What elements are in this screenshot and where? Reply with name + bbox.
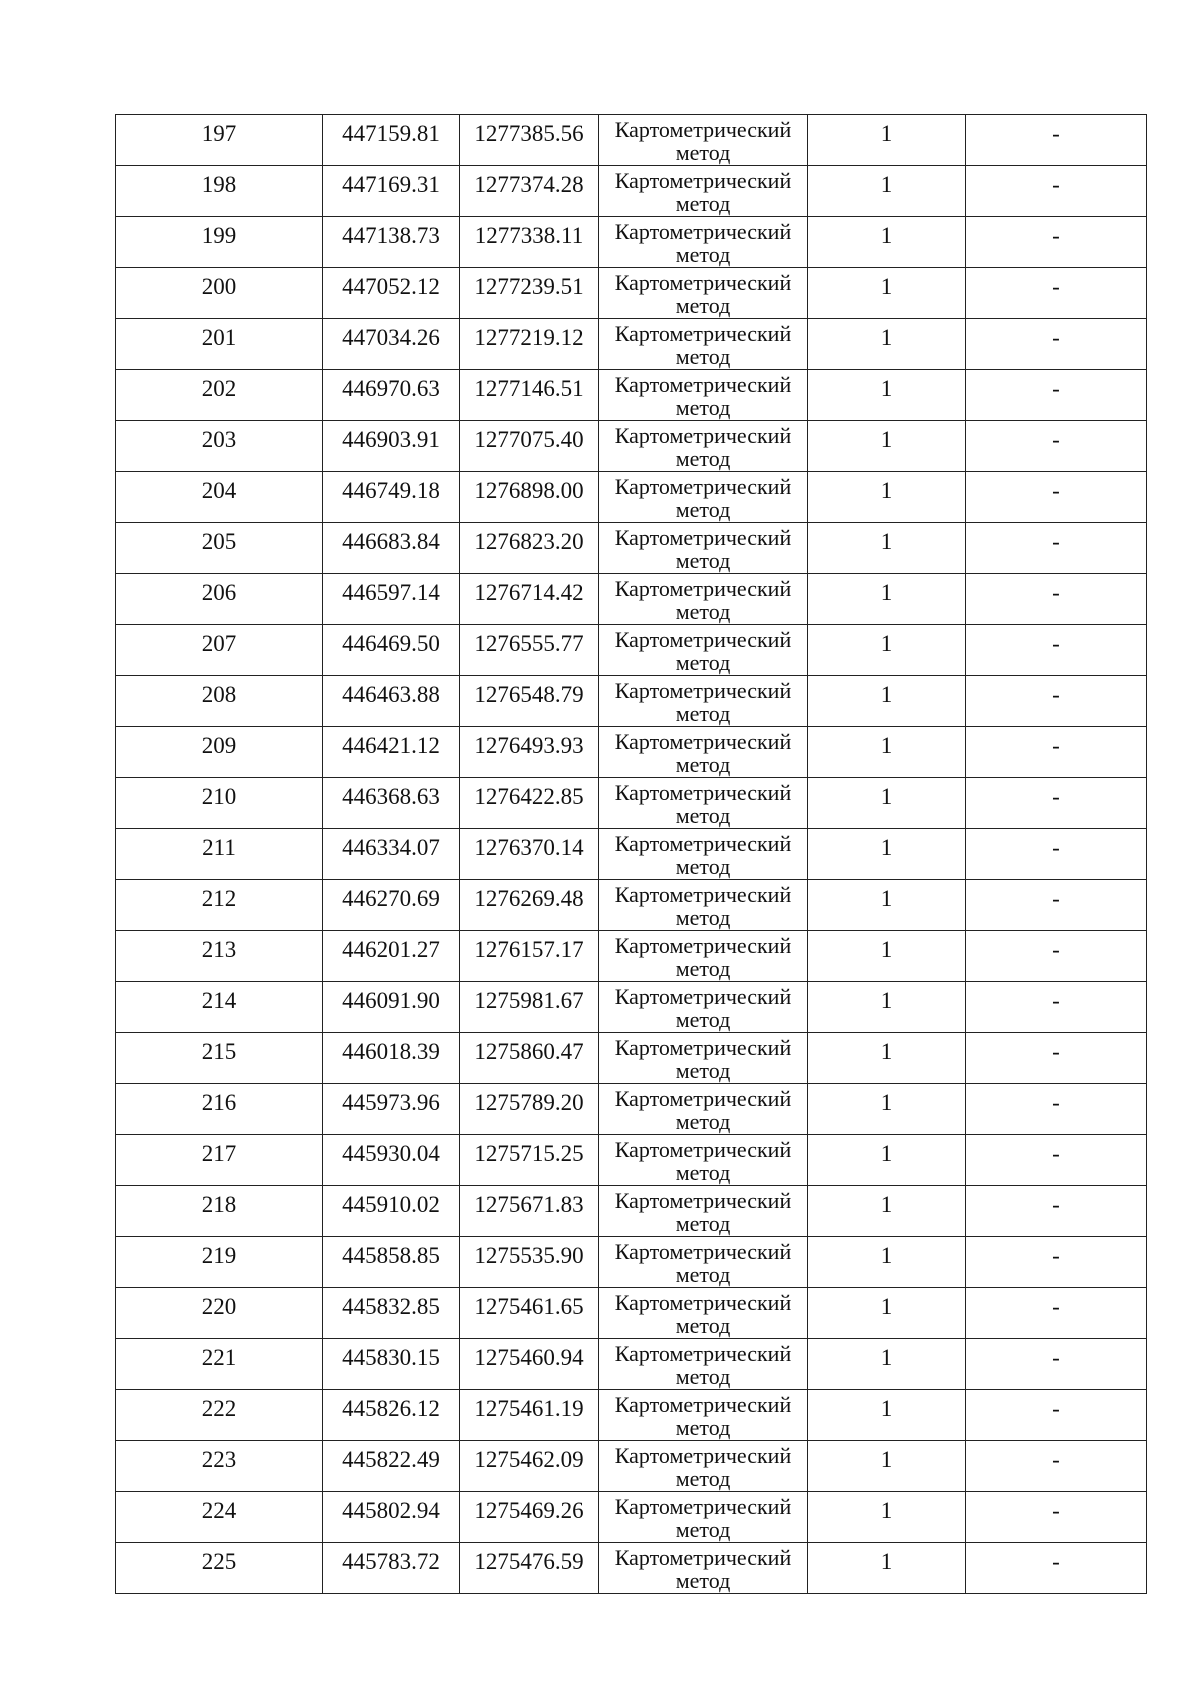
description-cell: - bbox=[966, 1543, 1147, 1594]
method-text: Картометрический метод bbox=[614, 831, 792, 879]
description-cell: - bbox=[966, 217, 1147, 268]
table-row bbox=[116, 1237, 1147, 1288]
table-row bbox=[116, 1186, 1147, 1237]
accuracy-cell: 1 bbox=[808, 1288, 966, 1339]
accuracy-cell: 1 bbox=[808, 370, 966, 421]
accuracy-cell: 1 bbox=[808, 1135, 966, 1186]
x-coordinate-cell: 446270.69 bbox=[323, 880, 460, 931]
x-coordinate-cell: 447034.26 bbox=[323, 319, 460, 370]
description-cell: - bbox=[966, 1441, 1147, 1492]
accuracy-cell: 1 bbox=[808, 1237, 966, 1288]
point-number-cell: 222 bbox=[116, 1390, 323, 1441]
method-cell bbox=[599, 217, 808, 268]
method-cell bbox=[599, 1186, 808, 1237]
x-coordinate-cell: 446749.18 bbox=[323, 472, 460, 523]
y-coordinate-cell: 1276555.77 bbox=[460, 625, 599, 676]
x-coordinate-cell: 446018.39 bbox=[323, 1033, 460, 1084]
point-number-cell: 221 bbox=[116, 1339, 323, 1390]
y-coordinate-cell: 1277219.12 bbox=[460, 319, 599, 370]
accuracy-cell: 1 bbox=[808, 1390, 966, 1441]
method-cell bbox=[599, 1339, 808, 1390]
x-coordinate-cell: 446201.27 bbox=[323, 931, 460, 982]
x-coordinate-cell: 446597.14 bbox=[323, 574, 460, 625]
method-cell bbox=[599, 1492, 808, 1543]
description-cell: - bbox=[966, 115, 1147, 166]
method-cell bbox=[599, 574, 808, 625]
accuracy-cell: 1 bbox=[808, 1186, 966, 1237]
table-row bbox=[116, 778, 1147, 829]
x-coordinate-cell: 445802.94 bbox=[323, 1492, 460, 1543]
point-number-cell: 216 bbox=[116, 1084, 323, 1135]
y-coordinate-cell: 1276548.79 bbox=[460, 676, 599, 727]
point-number-cell: 200 bbox=[116, 268, 323, 319]
description-cell: - bbox=[966, 166, 1147, 217]
coordinates-table-body bbox=[116, 115, 1147, 1594]
y-coordinate-cell: 1275462.09 bbox=[460, 1441, 599, 1492]
method-cell bbox=[599, 625, 808, 676]
y-coordinate-cell: 1275715.25 bbox=[460, 1135, 599, 1186]
method-text: Картометрический метод bbox=[614, 1239, 792, 1287]
point-number-cell: 201 bbox=[116, 319, 323, 370]
accuracy-cell: 1 bbox=[808, 574, 966, 625]
method-text: Картометрический метод bbox=[614, 372, 792, 420]
accuracy-cell: 1 bbox=[808, 1492, 966, 1543]
x-coordinate-cell: 445783.72 bbox=[323, 1543, 460, 1594]
accuracy-cell: 1 bbox=[808, 1339, 966, 1390]
method-cell bbox=[599, 166, 808, 217]
accuracy-cell: 1 bbox=[808, 1084, 966, 1135]
y-coordinate-cell: 1275981.67 bbox=[460, 982, 599, 1033]
description-cell: - bbox=[966, 880, 1147, 931]
point-number-cell: 220 bbox=[116, 1288, 323, 1339]
method-text: Картометрический метод bbox=[614, 1341, 792, 1389]
y-coordinate-cell: 1275461.19 bbox=[460, 1390, 599, 1441]
y-coordinate-cell: 1277385.56 bbox=[460, 115, 599, 166]
method-text: Картометрический метод bbox=[614, 933, 792, 981]
point-number-cell: 214 bbox=[116, 982, 323, 1033]
method-cell bbox=[599, 931, 808, 982]
y-coordinate-cell: 1276422.85 bbox=[460, 778, 599, 829]
x-coordinate-cell: 445822.49 bbox=[323, 1441, 460, 1492]
x-coordinate-cell: 446091.90 bbox=[323, 982, 460, 1033]
y-coordinate-cell: 1275789.20 bbox=[460, 1084, 599, 1135]
table-row bbox=[116, 574, 1147, 625]
method-cell bbox=[599, 370, 808, 421]
y-coordinate-cell: 1275460.94 bbox=[460, 1339, 599, 1390]
accuracy-cell: 1 bbox=[808, 472, 966, 523]
point-number-cell: 224 bbox=[116, 1492, 323, 1543]
method-text: Картометрический метод bbox=[614, 117, 792, 165]
method-text: Картометрический метод bbox=[614, 1035, 792, 1083]
method-text: Картометрический метод bbox=[614, 1290, 792, 1338]
point-number-cell: 217 bbox=[116, 1135, 323, 1186]
point-number-cell: 203 bbox=[116, 421, 323, 472]
method-cell bbox=[599, 829, 808, 880]
coordinates-table bbox=[115, 114, 1147, 1594]
table-row bbox=[116, 676, 1147, 727]
description-cell: - bbox=[966, 523, 1147, 574]
description-cell: - bbox=[966, 319, 1147, 370]
point-number-cell: 202 bbox=[116, 370, 323, 421]
y-coordinate-cell: 1277239.51 bbox=[460, 268, 599, 319]
point-number-cell: 218 bbox=[116, 1186, 323, 1237]
accuracy-cell: 1 bbox=[808, 676, 966, 727]
description-cell: - bbox=[966, 1492, 1147, 1543]
description-cell: - bbox=[966, 931, 1147, 982]
method-cell bbox=[599, 421, 808, 472]
point-number-cell: 215 bbox=[116, 1033, 323, 1084]
method-text: Картометрический метод bbox=[614, 576, 792, 624]
description-cell: - bbox=[966, 421, 1147, 472]
description-cell: - bbox=[966, 676, 1147, 727]
accuracy-cell: 1 bbox=[808, 778, 966, 829]
description-cell: - bbox=[966, 1339, 1147, 1390]
point-number-cell: 197 bbox=[116, 115, 323, 166]
point-number-cell: 210 bbox=[116, 778, 323, 829]
y-coordinate-cell: 1276157.17 bbox=[460, 931, 599, 982]
accuracy-cell: 1 bbox=[808, 880, 966, 931]
method-cell bbox=[599, 1288, 808, 1339]
y-coordinate-cell: 1276370.14 bbox=[460, 829, 599, 880]
point-number-cell: 207 bbox=[116, 625, 323, 676]
y-coordinate-cell: 1275469.26 bbox=[460, 1492, 599, 1543]
table-row bbox=[116, 319, 1147, 370]
method-cell bbox=[599, 523, 808, 574]
method-cell bbox=[599, 319, 808, 370]
x-coordinate-cell: 446334.07 bbox=[323, 829, 460, 880]
point-number-cell: 198 bbox=[116, 166, 323, 217]
point-number-cell: 212 bbox=[116, 880, 323, 931]
description-cell: - bbox=[966, 829, 1147, 880]
table-row bbox=[116, 472, 1147, 523]
accuracy-cell: 1 bbox=[808, 829, 966, 880]
point-number-cell: 219 bbox=[116, 1237, 323, 1288]
table-row bbox=[116, 268, 1147, 319]
method-cell bbox=[599, 268, 808, 319]
x-coordinate-cell: 447138.73 bbox=[323, 217, 460, 268]
x-coordinate-cell: 447052.12 bbox=[323, 268, 460, 319]
method-cell bbox=[599, 880, 808, 931]
table-row bbox=[116, 625, 1147, 676]
method-cell bbox=[599, 1084, 808, 1135]
table-row bbox=[116, 1492, 1147, 1543]
x-coordinate-cell: 447159.81 bbox=[323, 115, 460, 166]
method-cell bbox=[599, 1543, 808, 1594]
x-coordinate-cell: 446368.63 bbox=[323, 778, 460, 829]
table-row bbox=[116, 1033, 1147, 1084]
method-text: Картометрический метод bbox=[614, 780, 792, 828]
point-number-cell: 213 bbox=[116, 931, 323, 982]
point-number-cell: 199 bbox=[116, 217, 323, 268]
y-coordinate-cell: 1275535.90 bbox=[460, 1237, 599, 1288]
point-number-cell: 206 bbox=[116, 574, 323, 625]
x-coordinate-cell: 446469.50 bbox=[323, 625, 460, 676]
description-cell: - bbox=[966, 625, 1147, 676]
method-cell bbox=[599, 1033, 808, 1084]
method-text: Картометрический метод bbox=[614, 525, 792, 573]
method-cell bbox=[599, 778, 808, 829]
description-cell: - bbox=[966, 1288, 1147, 1339]
x-coordinate-cell: 447169.31 bbox=[323, 166, 460, 217]
description-cell: - bbox=[966, 268, 1147, 319]
description-cell: - bbox=[966, 574, 1147, 625]
description-cell: - bbox=[966, 472, 1147, 523]
x-coordinate-cell: 446970.63 bbox=[323, 370, 460, 421]
accuracy-cell: 1 bbox=[808, 523, 966, 574]
point-number-cell: 223 bbox=[116, 1441, 323, 1492]
table-row bbox=[116, 982, 1147, 1033]
table-row bbox=[116, 727, 1147, 778]
table-row bbox=[116, 370, 1147, 421]
accuracy-cell: 1 bbox=[808, 625, 966, 676]
accuracy-cell: 1 bbox=[808, 319, 966, 370]
table-row bbox=[116, 931, 1147, 982]
method-cell bbox=[599, 1390, 808, 1441]
method-cell bbox=[599, 472, 808, 523]
y-coordinate-cell: 1276493.93 bbox=[460, 727, 599, 778]
method-text: Картометрический метод bbox=[614, 1137, 792, 1185]
method-cell bbox=[599, 676, 808, 727]
description-cell: - bbox=[966, 778, 1147, 829]
accuracy-cell: 1 bbox=[808, 1543, 966, 1594]
x-coordinate-cell: 445832.85 bbox=[323, 1288, 460, 1339]
point-number-cell: 205 bbox=[116, 523, 323, 574]
method-text: Картометрический метод bbox=[614, 729, 792, 777]
y-coordinate-cell: 1277146.51 bbox=[460, 370, 599, 421]
method-text: Картометрический метод bbox=[614, 627, 792, 675]
table-row bbox=[116, 1441, 1147, 1492]
description-cell: - bbox=[966, 727, 1147, 778]
method-text: Картометрический метод bbox=[614, 678, 792, 726]
point-number-cell: 204 bbox=[116, 472, 323, 523]
description-cell: - bbox=[966, 1390, 1147, 1441]
accuracy-cell: 1 bbox=[808, 421, 966, 472]
method-text: Картометрический метод bbox=[614, 270, 792, 318]
accuracy-cell: 1 bbox=[808, 931, 966, 982]
method-text: Картометрический метод bbox=[614, 1494, 792, 1542]
method-text: Картометрический метод bbox=[614, 1545, 792, 1593]
x-coordinate-cell: 446903.91 bbox=[323, 421, 460, 472]
method-cell bbox=[599, 1135, 808, 1186]
accuracy-cell: 1 bbox=[808, 1033, 966, 1084]
description-cell: - bbox=[966, 1084, 1147, 1135]
table-row bbox=[116, 1339, 1147, 1390]
table-row bbox=[116, 1135, 1147, 1186]
y-coordinate-cell: 1277338.11 bbox=[460, 217, 599, 268]
y-coordinate-cell: 1276898.00 bbox=[460, 472, 599, 523]
point-number-cell: 225 bbox=[116, 1543, 323, 1594]
description-cell: - bbox=[966, 370, 1147, 421]
method-text: Картометрический метод bbox=[614, 1188, 792, 1236]
accuracy-cell: 1 bbox=[808, 268, 966, 319]
accuracy-cell: 1 bbox=[808, 982, 966, 1033]
x-coordinate-cell: 445930.04 bbox=[323, 1135, 460, 1186]
method-text: Картометрический метод bbox=[614, 1443, 792, 1491]
method-text: Картометрический метод bbox=[614, 321, 792, 369]
method-cell bbox=[599, 982, 808, 1033]
description-cell: - bbox=[966, 1033, 1147, 1084]
accuracy-cell: 1 bbox=[808, 727, 966, 778]
x-coordinate-cell: 445973.96 bbox=[323, 1084, 460, 1135]
method-text: Картометрический метод bbox=[614, 219, 792, 267]
method-text: Картометрический метод bbox=[614, 984, 792, 1032]
accuracy-cell: 1 bbox=[808, 166, 966, 217]
table-row bbox=[116, 115, 1147, 166]
table-row bbox=[116, 1390, 1147, 1441]
table-row bbox=[116, 829, 1147, 880]
y-coordinate-cell: 1276714.42 bbox=[460, 574, 599, 625]
y-coordinate-cell: 1277374.28 bbox=[460, 166, 599, 217]
x-coordinate-cell: 445830.15 bbox=[323, 1339, 460, 1390]
method-text: Картометрический метод bbox=[614, 1086, 792, 1134]
x-coordinate-cell: 446463.88 bbox=[323, 676, 460, 727]
table-row bbox=[116, 166, 1147, 217]
method-cell bbox=[599, 1441, 808, 1492]
x-coordinate-cell: 445826.12 bbox=[323, 1390, 460, 1441]
description-cell: - bbox=[966, 1237, 1147, 1288]
y-coordinate-cell: 1275461.65 bbox=[460, 1288, 599, 1339]
description-cell: - bbox=[966, 1186, 1147, 1237]
y-coordinate-cell: 1275860.47 bbox=[460, 1033, 599, 1084]
table-row bbox=[116, 421, 1147, 472]
accuracy-cell: 1 bbox=[808, 1441, 966, 1492]
accuracy-cell: 1 bbox=[808, 115, 966, 166]
method-cell bbox=[599, 115, 808, 166]
table-row bbox=[116, 1543, 1147, 1594]
y-coordinate-cell: 1277075.40 bbox=[460, 421, 599, 472]
method-text: Картометрический метод bbox=[614, 882, 792, 930]
table-row bbox=[116, 217, 1147, 268]
table-row bbox=[116, 1084, 1147, 1135]
y-coordinate-cell: 1276823.20 bbox=[460, 523, 599, 574]
y-coordinate-cell: 1275671.83 bbox=[460, 1186, 599, 1237]
x-coordinate-cell: 446683.84 bbox=[323, 523, 460, 574]
description-cell: - bbox=[966, 1135, 1147, 1186]
table-row bbox=[116, 523, 1147, 574]
method-cell bbox=[599, 1237, 808, 1288]
y-coordinate-cell: 1276269.48 bbox=[460, 880, 599, 931]
method-cell bbox=[599, 727, 808, 778]
point-number-cell: 209 bbox=[116, 727, 323, 778]
method-text: Картометрический метод bbox=[614, 1392, 792, 1440]
x-coordinate-cell: 446421.12 bbox=[323, 727, 460, 778]
method-text: Картометрический метод bbox=[614, 423, 792, 471]
method-text: Картометрический метод bbox=[614, 474, 792, 522]
point-number-cell: 211 bbox=[116, 829, 323, 880]
accuracy-cell: 1 bbox=[808, 217, 966, 268]
table-row bbox=[116, 1288, 1147, 1339]
point-number-cell: 208 bbox=[116, 676, 323, 727]
x-coordinate-cell: 445910.02 bbox=[323, 1186, 460, 1237]
description-cell: - bbox=[966, 982, 1147, 1033]
y-coordinate-cell: 1275476.59 bbox=[460, 1543, 599, 1594]
table-row bbox=[116, 880, 1147, 931]
method-text: Картометрический метод bbox=[614, 168, 792, 216]
x-coordinate-cell: 445858.85 bbox=[323, 1237, 460, 1288]
